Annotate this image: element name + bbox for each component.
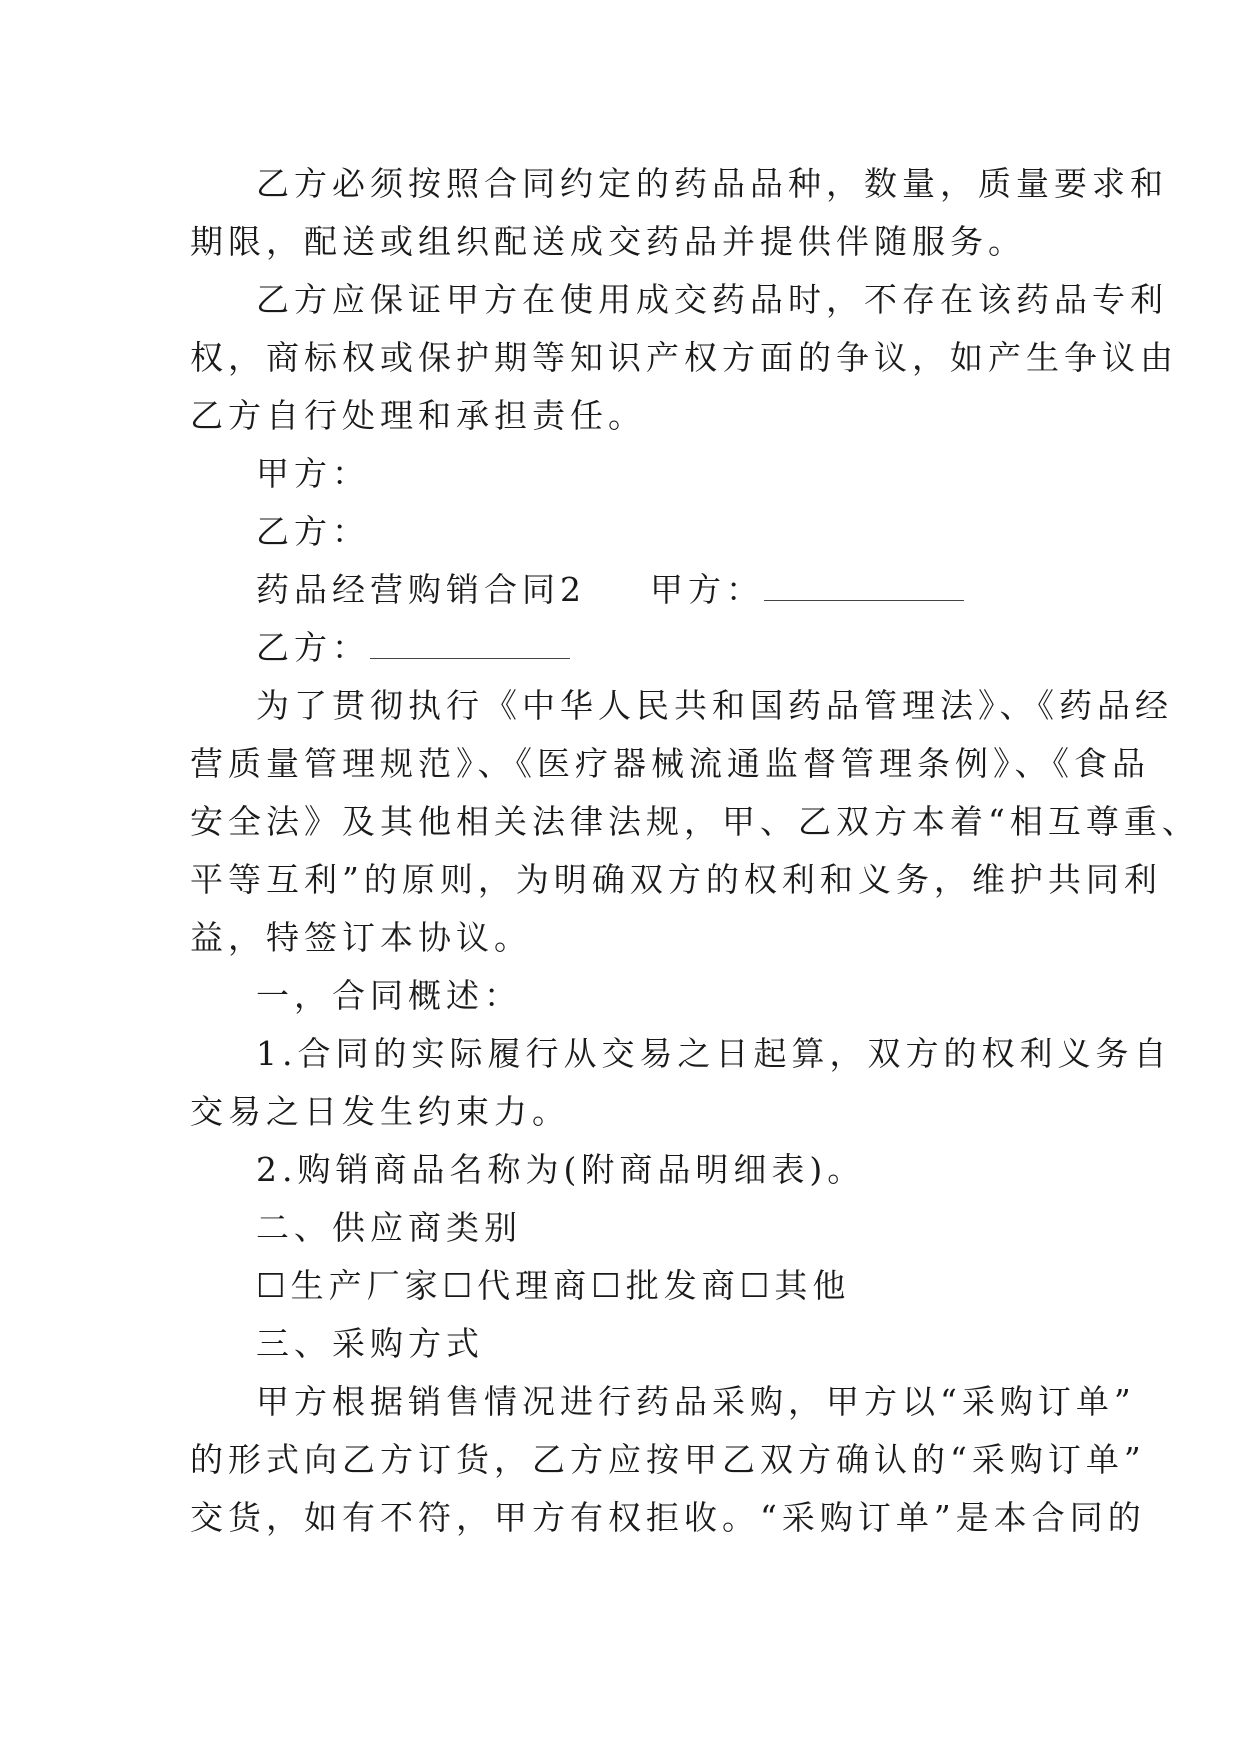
party-b-label: 乙方：: [256, 512, 370, 551]
clause-1-line-1: 1.合同的实际履行从交易之日起算，双方的权利义务自: [256, 1034, 1172, 1073]
paragraph-14-line-2: 的形式向乙方订货，乙方应按甲乙双方确认的“采购订单”: [190, 1440, 1146, 1479]
paragraph-2-line-1: 乙方应保证甲方在使用成交药品时，不存在该药品专利: [256, 280, 1168, 319]
paragraph-7-line-5: 益，特签订本协议。: [190, 918, 532, 957]
party-a-label-2: 甲方：: [650, 570, 764, 609]
paragraph-1-line-1: 乙方必须按照合同约定的药品品种，数量，质量要求和: [256, 164, 1168, 203]
paragraph-7-line-3: 安全法》及其他相关法律法规，甲、乙双方本着“相互尊重、: [190, 802, 1200, 841]
clause-1-line-2: 交易之日发生约束力。: [190, 1092, 570, 1131]
contract-title-line: [256, 570, 964, 610]
paragraph-2-line-3: 乙方自行处理和承担责任。: [190, 396, 646, 435]
paragraph-14-line-1: 甲方根据销售情况进行药品采购，甲方以“采购订单”: [256, 1382, 1136, 1421]
paragraph-1-line-2: 期限，配送或组织配送成交药品并提供伴随服务。: [190, 222, 1026, 261]
paragraph-7-line-4: 平等互利”的原则，为明确双方的权利和义务，维护共同利: [190, 860, 1162, 899]
paragraph-7-line-1: 为了贯彻执行《中华人民共和国药品管理法》、《药品经: [256, 686, 1173, 725]
supplier-type-checkboxes: ☐生产厂家☐代理商☐批发商☐其他: [256, 1266, 851, 1305]
clause-2-line-1: 2.购销商品名称为(附商品明细表)。: [256, 1150, 866, 1189]
section-1-heading: 一，合同概述：: [256, 976, 522, 1015]
party-a-label: 甲方：: [256, 454, 370, 493]
contract-title: 药品经营购销合同2: [256, 570, 586, 609]
section-2-heading: 二、供应商类别: [256, 1208, 522, 1247]
party-b-blank: [370, 628, 570, 659]
paragraph-14-line-3: 交货，如有不符，甲方有权拒收。“采购订单”是本合同的: [190, 1498, 1146, 1537]
party-b-line: [256, 628, 570, 668]
section-3-heading: 三、采购方式: [256, 1324, 484, 1363]
paragraph-7-line-2: 营质量管理规范》、《医疗器械流通监督管理条例》、《食品: [190, 744, 1150, 783]
party-b-label-2: 乙方：: [256, 628, 370, 667]
party-a-blank: [764, 570, 964, 601]
paragraph-2-line-2: 权，商标权或保护期等知识产权方面的争议，如产生争议由: [190, 338, 1178, 377]
